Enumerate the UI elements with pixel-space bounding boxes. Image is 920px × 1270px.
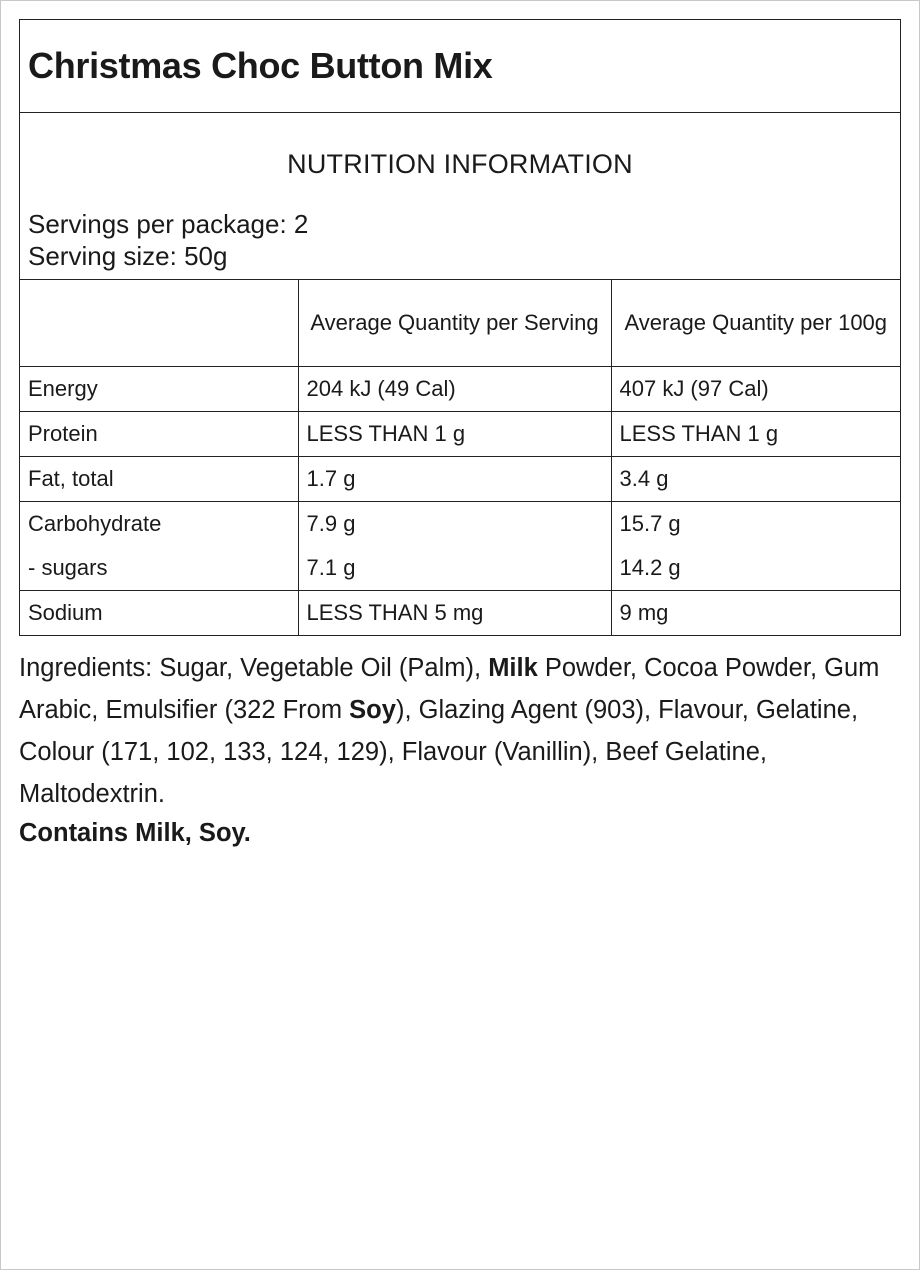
- per-100g-value: 9 mg: [611, 591, 900, 636]
- nutrient-name: Protein: [20, 412, 298, 457]
- ingredients-segment: Ingredients: Sugar, Vegetable Oil (Palm),: [19, 654, 489, 682]
- table-row: [20, 412, 900, 457]
- nutrient-name: - sugars: [20, 546, 298, 591]
- table-row: [20, 367, 900, 412]
- per-serving-value: 204 kJ (49 Cal): [298, 367, 611, 412]
- column-header-nutrient: [20, 280, 298, 367]
- table-row: [20, 502, 900, 547]
- nutrition-info-header: [20, 113, 900, 280]
- nutrient-name: Sodium: [28, 600, 103, 625]
- per-serving-value: 1.7 g: [298, 457, 611, 502]
- per-serving-value: LESS THAN 5 mg: [298, 591, 611, 636]
- allergen-soy: Soy: [349, 696, 396, 724]
- nutrient-name: Energy: [20, 367, 298, 412]
- table-header-row: [20, 280, 900, 367]
- allergen-milk: Milk: [488, 654, 538, 682]
- ingredients-segment: ), Glazing Agent (903), Flavour, Gelatine, Colour (171, 102, 133, 124, 129), Flavour (Vanillin), Beef Gelatine, Maltodextrin.: [19, 696, 859, 808]
- nutrition-heading: NUTRITION INFORMATION: [287, 149, 633, 179]
- nutrient-name: Carbohydrate: [28, 511, 162, 536]
- servings-per-package: Servings per package: 2: [28, 209, 309, 239]
- table-row: [20, 591, 900, 636]
- per-serving-value: LESS THAN 1 g: [298, 412, 611, 457]
- table-row: [20, 457, 900, 502]
- column-header-per-serving: Average Quantity per Serving: [298, 280, 611, 367]
- nutrition-table: [20, 280, 900, 635]
- serving-size: Serving size: 50g: [28, 241, 228, 271]
- per-100g-value: LESS THAN 1 g: [611, 412, 900, 457]
- per-serving-value: 7.9 g: [298, 502, 611, 547]
- table-row: [20, 546, 900, 591]
- per-100g-value: 407 kJ (97 Cal): [611, 367, 900, 412]
- per-100g-value: 14.2 g: [611, 546, 900, 591]
- ingredients-text: [19, 647, 905, 815]
- per-100g-value: 3.4 g: [611, 457, 900, 502]
- per-serving-value: 7.1 g: [298, 546, 611, 591]
- nutrition-panel: [19, 19, 901, 636]
- ingredients-segment: Powder, Cocoa Powder, Gum Arabic, Emulsifier (322 From: [19, 654, 880, 724]
- nutrient-name: Fat, total: [20, 457, 298, 502]
- product-title: Christmas Choc Button Mix: [20, 20, 900, 113]
- column-header-per-100g: Average Quantity per 100g: [611, 280, 900, 367]
- allergen-statement: Contains Milk, Soy.: [19, 819, 251, 847]
- per-100g-value: 15.7 g: [611, 502, 900, 547]
